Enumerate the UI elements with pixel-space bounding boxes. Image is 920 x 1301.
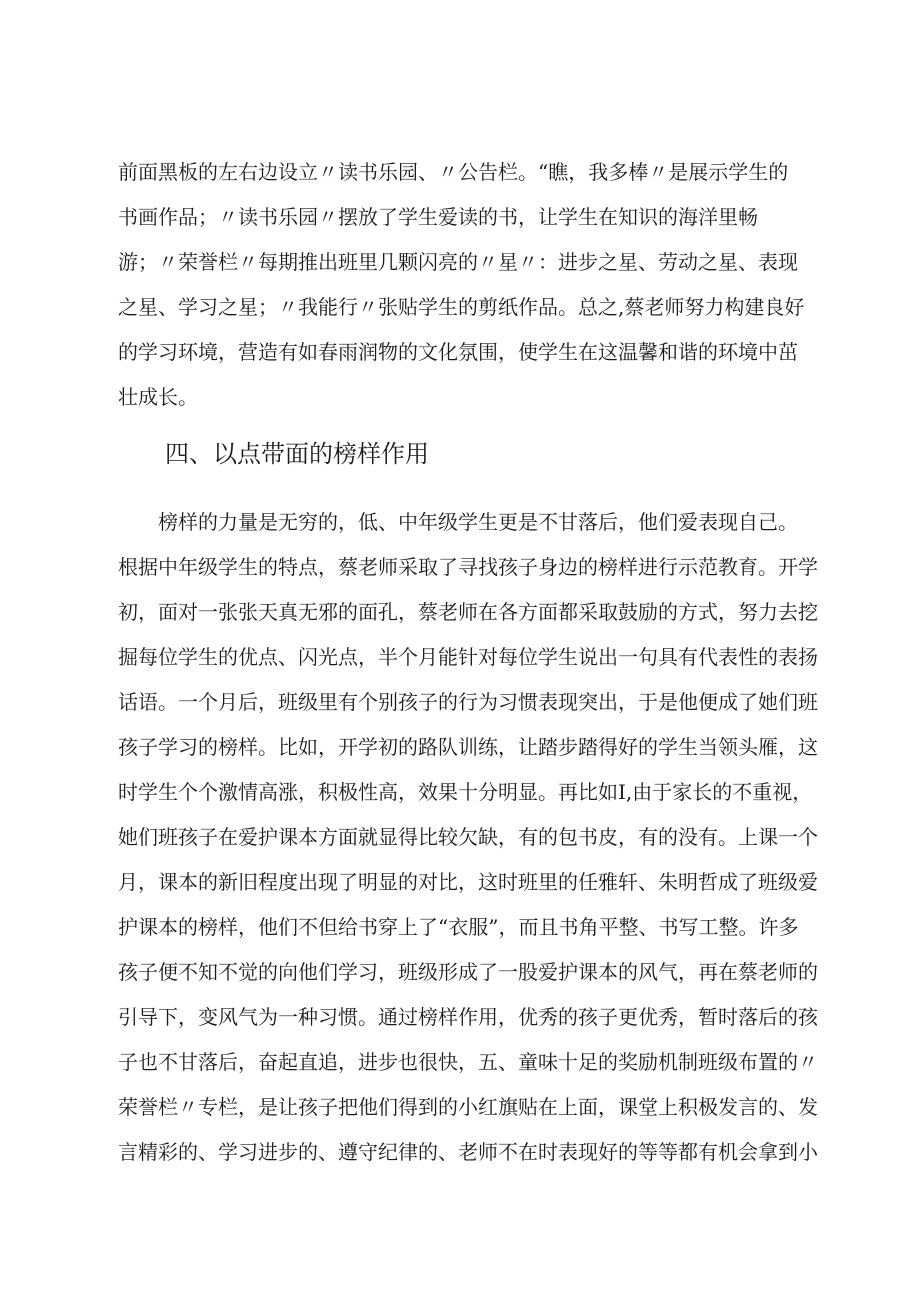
text-line: 子也不甘落后，奋起直追，进步也很快，五、童味十足的奖励机制班级布置的〃 [118,1050,818,1074]
text-line: 孩子学习的榜样。比如，开学初的路队训练，让踏步踏得好的学生当领头雁，这 [118,735,818,759]
text-line: 游；〃荣誉栏〃每期推出班里几颗闪亮的〃星〃：进步之星、劳动之星、表现 [118,250,798,274]
text-line: 荣誉栏〃专栏，是让孩子把他们得到的小红旗贴在上面，课堂上积极发言的、发 [118,1095,818,1119]
text-line: 月，课本的新旧程度出现了明显的对比，这时班里的任雅轩、朱明哲成了班级爱 [118,870,818,894]
text-line: 根据中年级学生的特点，蔡老师采取了寻找孩子身边的榜样进行示范教育。开学 [118,555,818,579]
text-line: 的学习环境，营造有如春雨润物的文化氛围，使学生在这温馨和谐的环境中茁 [118,340,798,364]
paragraph-role-models [118,500,818,1175]
text-line: 引导下，变风气为一种习惯。通过榜样作用，优秀的孩子更优秀，暂时落后的孩 [118,1005,818,1029]
text-line: 前面黑板的左右边设立〃读书乐园、〃公告栏。“瞧，我多棒〃是展示学生的 [118,160,789,184]
text-line: 护课本的榜样，他们不但给书穿上了“衣服”，而且书角平整、书写工整。许多 [118,915,799,939]
text-line: 孩子便不知不觉的向他们学习，班级形成了一股爱护课本的风气，再在蔡老师的 [118,960,818,984]
text-line: 初，面对一张张天真无邪的面孔，蔡老师在各方面都采取鼓励的方式，努力去挖 [118,600,818,624]
section-heading: 四、以点带面的榜样作用 [165,440,429,468]
text-line: 掘每位学生的优点、闪光点，半个月能针对每位学生说出一句具有代表性的表扬 [118,645,818,669]
paragraph-classroom-environment [118,150,818,420]
text-line: 之星、学习之星；〃我能行〃张贴学生的剪纸作品。总之,蔡老师努力构建良好 [118,295,805,319]
text-line: 壮成长。 [118,385,198,409]
text-line: 榜样的力量是无穷的，低、中年级学生更是不甘落后，他们爱表现自己。 [118,510,798,534]
text-line: 书画作品；〃读书乐园〃摆放了学生爱读的书，让学生在知识的海洋里畅 [118,205,758,229]
text-line: 时学生个个激情高涨，积极性高，效果十分明显。再比如I,由于家长的不重视， [118,780,813,804]
text-line: 她们班孩子在爱护课本方面就显得比较欠缺，有的包书皮，有的没有。上课一个 [118,825,818,849]
text-line: 话语。一个月后，班级里有个别孩子的行为习惯表现突出，于是他便成了她们班 [118,690,818,714]
text-line: 言精彩的、学习进步的、遵守纪律的、老师不在时表现好的等等都有机会拿到小 [118,1140,818,1164]
